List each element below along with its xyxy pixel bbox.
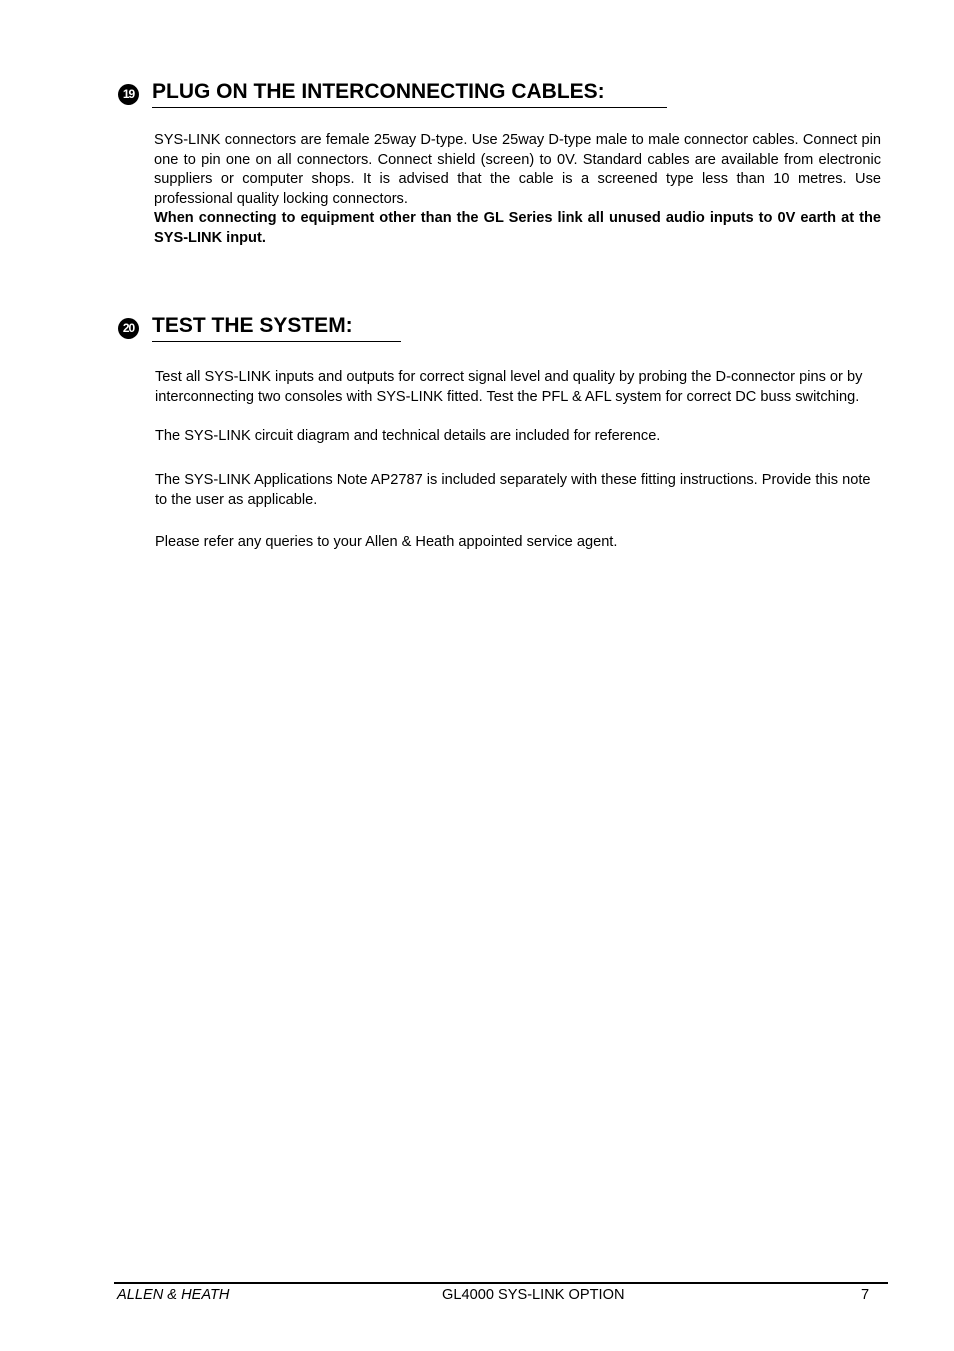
- step-number-badge: 19: [118, 84, 139, 105]
- reference-note-paragraph: The SYS-LINK circuit diagram and technical details are included for reference.: [155, 428, 661, 444]
- section-heading-test-system: [118, 314, 401, 342]
- footer-document-title: GL4000 SYS-LINK OPTION: [442, 1287, 625, 1303]
- queries-paragraph: Please refer any queries to your Allen & Heath appointed service agent.: [155, 534, 618, 550]
- section-heading-plug-cables: [118, 80, 667, 108]
- cable-instructions-paragraph: SYS-LINK connectors are female 25way D-type. Use 25way D-type male to male connector cables. Connect pin one to pin one on all connectors. Connect shield (screen) to 0V. Standard cables are available from electronic suppliers or computer shops. It is advised that the cable is a screened type less than 10 metres. Use professional quality locking connectors.: [154, 132, 881, 208]
- step-number-badge: 20: [118, 318, 139, 339]
- footer-page-number: 7: [861, 1287, 870, 1303]
- footer-divider: [114, 1282, 888, 1284]
- footer-company-name: ALLEN & HEATH: [117, 1287, 230, 1303]
- section-title: TEST THE SYSTEM:: [152, 314, 401, 342]
- section-title: PLUG ON THE INTERCONNECTING CABLES:: [152, 80, 667, 108]
- test-instructions-paragraph: Test all SYS-LINK inputs and outputs for correct signal level and quality by probing the D-connector pins or by interconnecting two consoles with SYS-LINK fitted. Test the PFL & AFL system for correct DC buss switching.: [155, 369, 863, 405]
- earth-warning-paragraph: When connecting to equipment other than the GL Series link all unused audio inputs to 0V earth at the SYS-LINK input.: [154, 210, 881, 246]
- application-note-paragraph: The SYS-LINK Applications Note AP2787 is included separately with these fitting instructions. Provide this note to the user as applicable.: [155, 472, 871, 508]
